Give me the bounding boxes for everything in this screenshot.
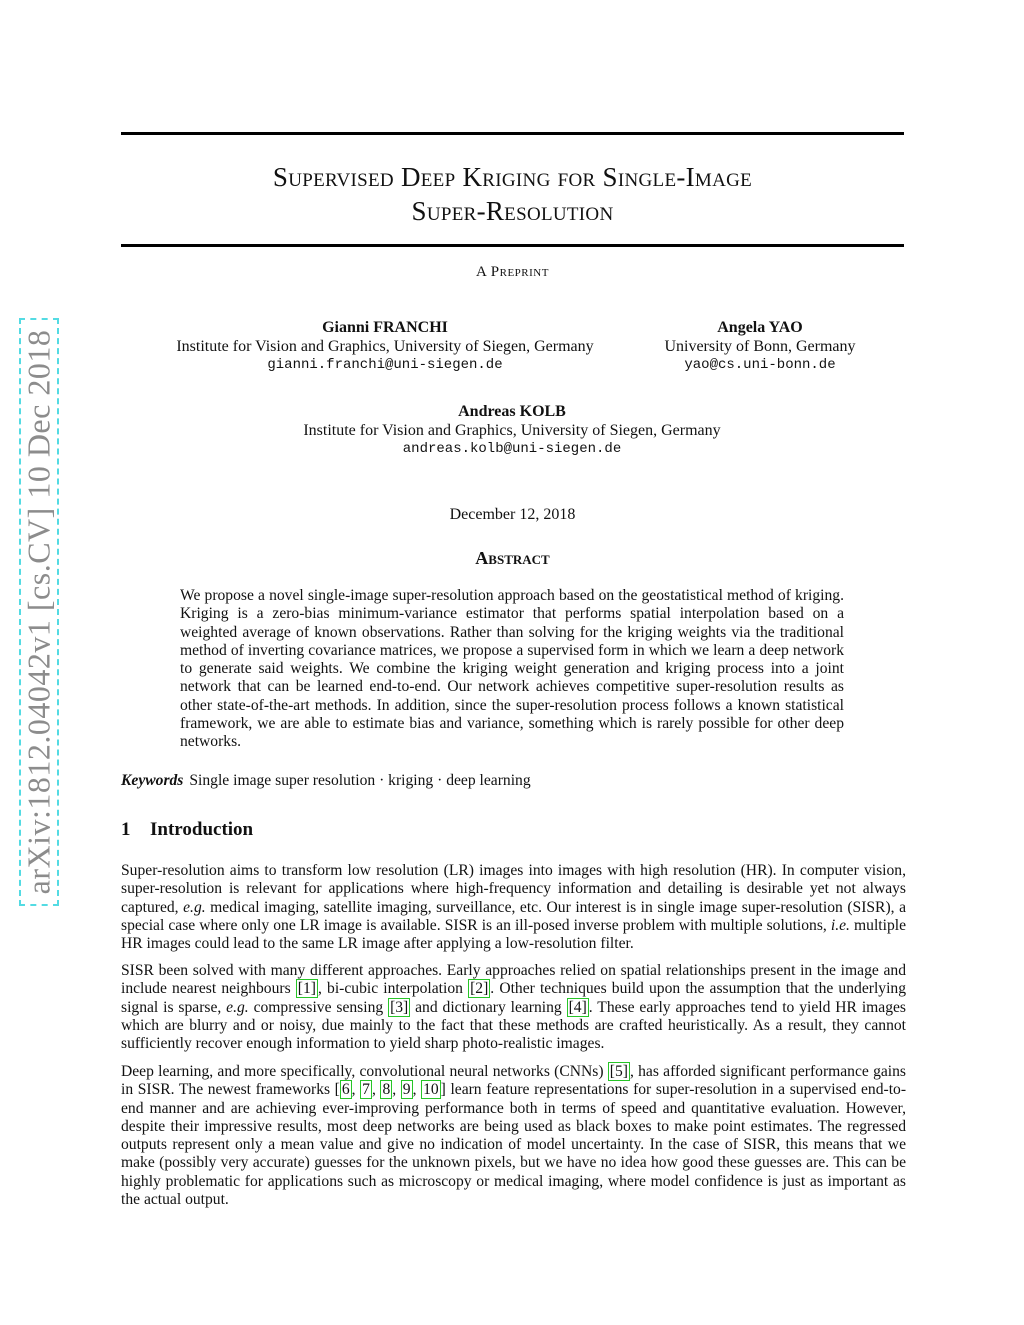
paper-title (121, 160, 904, 228)
author-name: Angela YAO (717, 319, 803, 336)
citation-link[interactable]: [4] (568, 998, 587, 1016)
intro-paragraph-1 (121, 862, 906, 953)
author-email[interactable]: andreas.kolb@uni-siegen.de (402, 441, 622, 457)
arxiv-identifier[interactable]: arXiv:1812.04042v1 [cs.CV] 10 Dec 2018 (20, 329, 57, 895)
abstract-heading: Abstract (475, 548, 550, 568)
abstract-text: We propose a novel single-image super-resolution approach based on the geostatistical method of kriging. Kriging is a zero-bias minimum-variance estimator that performs spatial interpolation based on a weighted average of known observations. Rather than solving for the kriging weights via the traditional method of inverting covariance matrices, we propose a supervised form in which we learn a deep network to generate said weights. We combine the kriging weight generation and kriging process into a joint network that can be learned end-to-end. Our network achieves competitive super-resolution results as other state-of-the-art methods. In addition, since the super-resolution process follows a known statistical framework, we are able to estimate bias and variance, something which is rarely possible for other deep networks. (180, 587, 844, 751)
title-bottom-rule (121, 244, 904, 247)
citation-link[interactable]: [2] (470, 980, 489, 998)
paragraph-italic: e.g. (183, 898, 206, 916)
section-number: 1 (121, 819, 131, 840)
paragraph-italic: e.g. (226, 998, 249, 1016)
author-email[interactable]: yao@cs.uni-bonn.de (684, 357, 836, 373)
paragraph-text: , bi-cubic interpolation (317, 980, 469, 998)
citation-link[interactable]: [3] (390, 998, 409, 1016)
title-line-1: Supervised Deep Kriging for Single-Image (272, 162, 753, 192)
section-title: Introduction (150, 819, 254, 840)
citation-link[interactable]: 9 (402, 1081, 411, 1099)
title-line-2: Super-Resolution (411, 196, 614, 226)
author-name: Gianni FRANCHI (322, 319, 448, 336)
citation-link[interactable]: [5] (609, 1063, 628, 1080)
citation-link[interactable]: [1] (297, 980, 316, 998)
title-top-rule (121, 132, 904, 135)
paragraph-text: Super-resolution aims to transform low resolution (LR) images into images with high resolution (HR). In computer vision, super-resolution is relevant for applications where high-frequency information and detailing is desirable yet not always captured, (121, 862, 906, 916)
paragraph-italic: i.e. (830, 916, 850, 934)
intro-paragraph-2 (121, 962, 906, 1053)
author-email[interactable]: gianni.franchi@uni-siegen.de (267, 357, 503, 373)
author-affiliation: Institute for Vision and Graphics, University of Siegen, Germany (303, 422, 721, 439)
author-affiliation: University of Bonn, Germany (664, 338, 856, 355)
paragraph-text: . These early approaches tend to yield HR images which are blurry and or noisy, due mainly to the fact that these methods are crafted heuristically. As a result, they cannot sufficiently recover enough information to yield sharp photo-realistic images. (121, 998, 906, 1053)
citation-link[interactable]: 10 (423, 1081, 439, 1099)
author-block (640, 318, 880, 375)
paragraph-text: . Other techniques build upon the assumption that the underlying signal is sparse, (121, 980, 906, 1016)
section-heading (121, 819, 253, 841)
paragraph-text: multiple HR images could lead to the same LR image after applying a low-resolution filter. (121, 916, 906, 953)
preprint-label: A Preprint (476, 264, 549, 280)
keywords-line (121, 772, 904, 790)
paragraph-text: compressive sensing (248, 998, 389, 1016)
paragraph-text: ] learn feature representations for super-resolution in a supervised end-to-end manner and are achieving ever-improving performance both in terms of speed and quantitative evaluation. However, despite their impressive results, most deep networks are being used as black boxes to make point estimates. The regressed outputs represent only a mean value and give no indication of model uncertainty. In the case of SISR, this means that we make (possibly very accurate) guesses for the unknown pixels, but we have no idea how good these guesses are. This can be highly problematic for applications such as microscopy or medical imaging, where model confidence is just as important as the actual output. (121, 1081, 907, 1209)
keywords-text: Single image super resolution · kriging · deep learning (189, 772, 531, 789)
paragraph-text: , has afforded significant performance gains in SISR. The newest frameworks [ (121, 1063, 906, 1099)
intro-paragraph-3: Deep learning, and more specifically, convolutional neural networks (CNNs) [5] , has afforded significant performance gains in SISR. The newest frameworks [ 6 , 7 , 8 , 9 , 10 ] learn feature representations for super-resolution in a supervised end-to-end manner and are achieving ever-improving performance both in terms of speed and quantitative evaluation. However, despite their impressive results, most deep networks are being used as black boxes to make point estimates. The regressed outputs represent only a mean value and give no indication of model uncertainty. In the case of SISR, this means that we make (possibly very accurate) guesses for the unknown pixels, but we have no idea how good these guesses are. This can be highly problematic for applications such as microscopy or medical imaging, where model confidence is just as important as the actual output. (121, 1063, 907, 1209)
citation-link[interactable]: 8 (382, 1081, 391, 1099)
citation-link[interactable]: 6 (341, 1081, 350, 1099)
keywords-label: Keywords (121, 772, 184, 789)
author-block (270, 402, 754, 459)
publication-date: December 12, 2018 (449, 506, 576, 523)
paragraph-text: medical imaging, satellite imaging, surveillance, etc. Our interest is in single image super-resolution (SISR), a special case where only one LR image is available. SISR is an ill-posed inverse problem with multiple solutions, (121, 898, 907, 934)
author-name: Andreas KOLB (458, 403, 566, 420)
author-affiliation: Institute for Vision and Graphics, University of Siegen, Germany (176, 338, 594, 355)
paragraph-text: Deep learning, and more specifically, convolutional neural networks (CNNs) (121, 1063, 608, 1080)
paragraph-text: SISR been solved with many different approaches. Early approaches relied on spatial relationships present in the image and include nearest neighbours (121, 962, 906, 998)
paragraph-text: and dictionary learning (410, 998, 567, 1016)
author-block (150, 318, 620, 375)
citation-link[interactable]: 7 (362, 1081, 370, 1099)
